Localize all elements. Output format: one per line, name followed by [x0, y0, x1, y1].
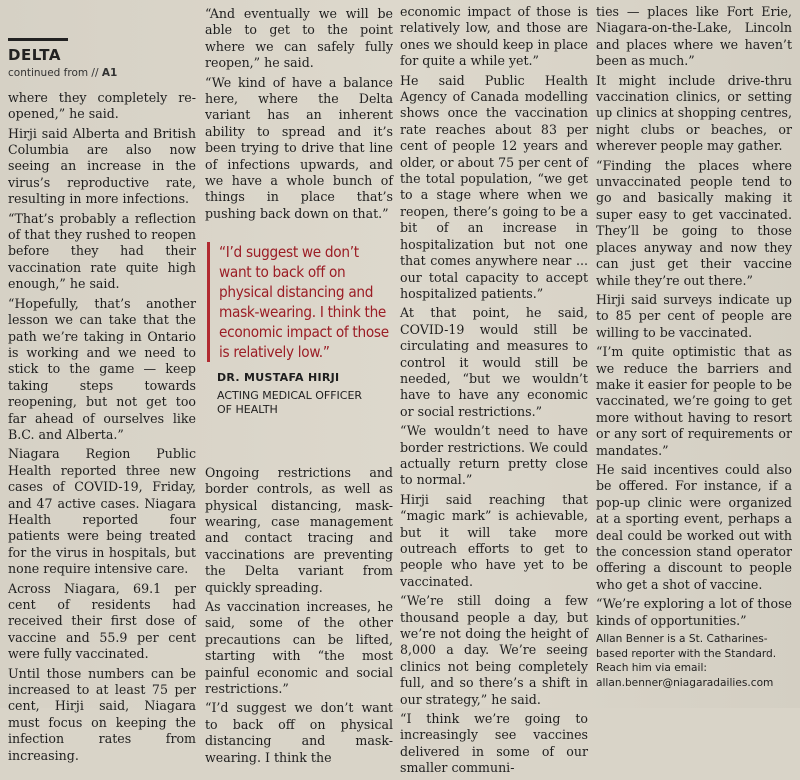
paragraph: ties — places like Fort Erie, Niagara-on-the-Lake, Lincoln and places where we haven’t been as much.”	[596, 4, 792, 69]
paragraph: “We kind of have a balance here, where the Delta variant has an inherent ability to spread and it’s been trying to drive that line of infections upwards, and we have a whole bunch of things in place that’s pushing back down on that.”	[205, 74, 393, 221]
paragraph: Niagara Region Public Health reported three new cases of COVID-19, Friday, and 47 active cases. Niagara Health reported four patients were being treated for the virus in hospitals, but none require intensive care.	[8, 446, 196, 577]
paragraph: He said Public Health Agency of Canada modelling shows once the vaccination rate reaches about 83 per cent of people 12 years and older, or about 75 per cent of the total population, “we get to a stage where when we reopen, there’s going to be a bit of an increase in hospitalization but not one that comes anywhere near ... our total capacity to accept hospitalized patients.”	[400, 72, 588, 301]
article-column-2	[205, 6, 393, 769]
paragraph: “That’s probably a reflection of that they rushed to reopen before they had their vaccination rate quite high enough,” he said.	[8, 210, 196, 292]
paragraph: Ongoing restrictions and border controls, as well as physical distancing, mask-wearing, case management and contact tracing and vaccinations are preventing the Delta variant from quickly spreading.	[205, 464, 393, 595]
paragraph: “We wouldn’t need to have border restrictions. We could actually return pretty close to normal.”	[400, 423, 588, 488]
paragraph: Until those numbers can be increased to at least 75 per cent, Hirji said, Niagara must focus on keeping the infection rates from increasing.	[8, 665, 196, 763]
paragraph: “I think we’re going to increasingly see vaccines delivered in some of our smaller communi-	[400, 711, 588, 776]
paragraph: He said incentives could also be offered. For instance, if a pop-up clinic were organized at a sporting event, perhaps a deal could be worked out with the concession stand operator offering a discount to people who get a shot of vaccine.	[596, 461, 792, 592]
continued-label: continued from //	[8, 67, 99, 80]
paragraph: At that point, he said, COVID-19 would still be circulating and measures to control it would still be needed, “but we wouldn’t have to have any economic or social restrictions.”	[400, 305, 588, 419]
article-column-4	[596, 4, 792, 693]
paragraph: “And eventually we will be able to get to the point where we can safely fully reopen,” he said.	[205, 6, 393, 71]
pull-quote-attribution-title: ACTING MEDICAL OFFICER OF HEALTH	[217, 388, 363, 416]
paragraph: Hirji said surveys indicate up to 85 per cent of people are willing to be vaccinated.	[596, 291, 792, 340]
paragraph: Across Niagara, 69.1 per cent of residents had received their first dose of vaccine and 55.9 per cent were fully vaccinated.	[8, 580, 196, 662]
paragraph: It might include drive-thru vaccination clinics, or setting up clinics at shopping centres, night clubs or beaches, or wherever people may gather.	[596, 72, 792, 154]
paragraph: Hirji said Alberta and British Columbia are also now seeing an increase in the virus’s reproductive rate, resulting in more infections.	[8, 125, 196, 207]
pull-quote-spacer	[205, 417, 393, 465]
paragraph: “We’re exploring a lot of those kinds of opportunities.”	[596, 596, 792, 628]
paragraph: “I’m quite optimistic that as we reduce the barriers and make it easier for people to be vaccinated, we’re going to get more without having to resort or any sort of requirements or mandates.”	[596, 344, 792, 458]
continued-from-line	[8, 65, 196, 81]
paragraph: “We’re still doing a few thousand people a day, but we’re not doing the height of 8,000 a day. We’re seeing clinics not being completely full, and so there’s a shift in our strategy,” he said.	[400, 593, 588, 707]
paragraph: “Hopefully, that’s another lesson we can take that the path we’re taking in Ontario is working and we need to stick to the game — keep taking steps towards reopening, but not get too far ahead of ourselves like B.C. and Alberta.”	[8, 295, 196, 442]
article-column-1	[8, 6, 196, 767]
continued-ref: A1	[101, 67, 118, 80]
paragraph: As vaccination increases, he said, some of the other precautions can be lifted, starting with “the most painful economic and social restrictions.”	[205, 598, 393, 696]
article-column-3	[400, 4, 588, 780]
paragraph: economic impact of those is relatively low, and those are ones we should keep in place for quite a while yet.”	[400, 4, 588, 69]
section-kicker: DELTA	[8, 38, 68, 63]
paragraph: “I’d suggest we don’t want to back off on physical distancing and mask-wearing. I think the	[205, 700, 393, 765]
paragraph: “Finding the places where unvaccinated people tend to go and basically making it super easy to get vaccinated. They’ll be going to those places anyway and now they can just get their vaccine while they’re out there.”	[596, 157, 792, 288]
paragraph: where they completely re-opened,” he said.	[8, 89, 196, 122]
author-bio: Allan Benner is a St. Catharines-based reporter with the Standard. Reach him via email: allan.benner@niagaradailies.com	[596, 633, 777, 689]
pull-quote-attribution-name: DR. MUSTAFA HIRJI	[217, 371, 340, 385]
pull-quote: “I’d suggest we don’t want to back off on physical distancing and mask-wearing. I think the economic impact of those is relatively low.”	[207, 242, 393, 362]
paragraph: Hirji said reaching that “magic mark” is achievable, but it will take more outreach efforts to get to people who have yet to be vaccinated.	[400, 491, 588, 589]
